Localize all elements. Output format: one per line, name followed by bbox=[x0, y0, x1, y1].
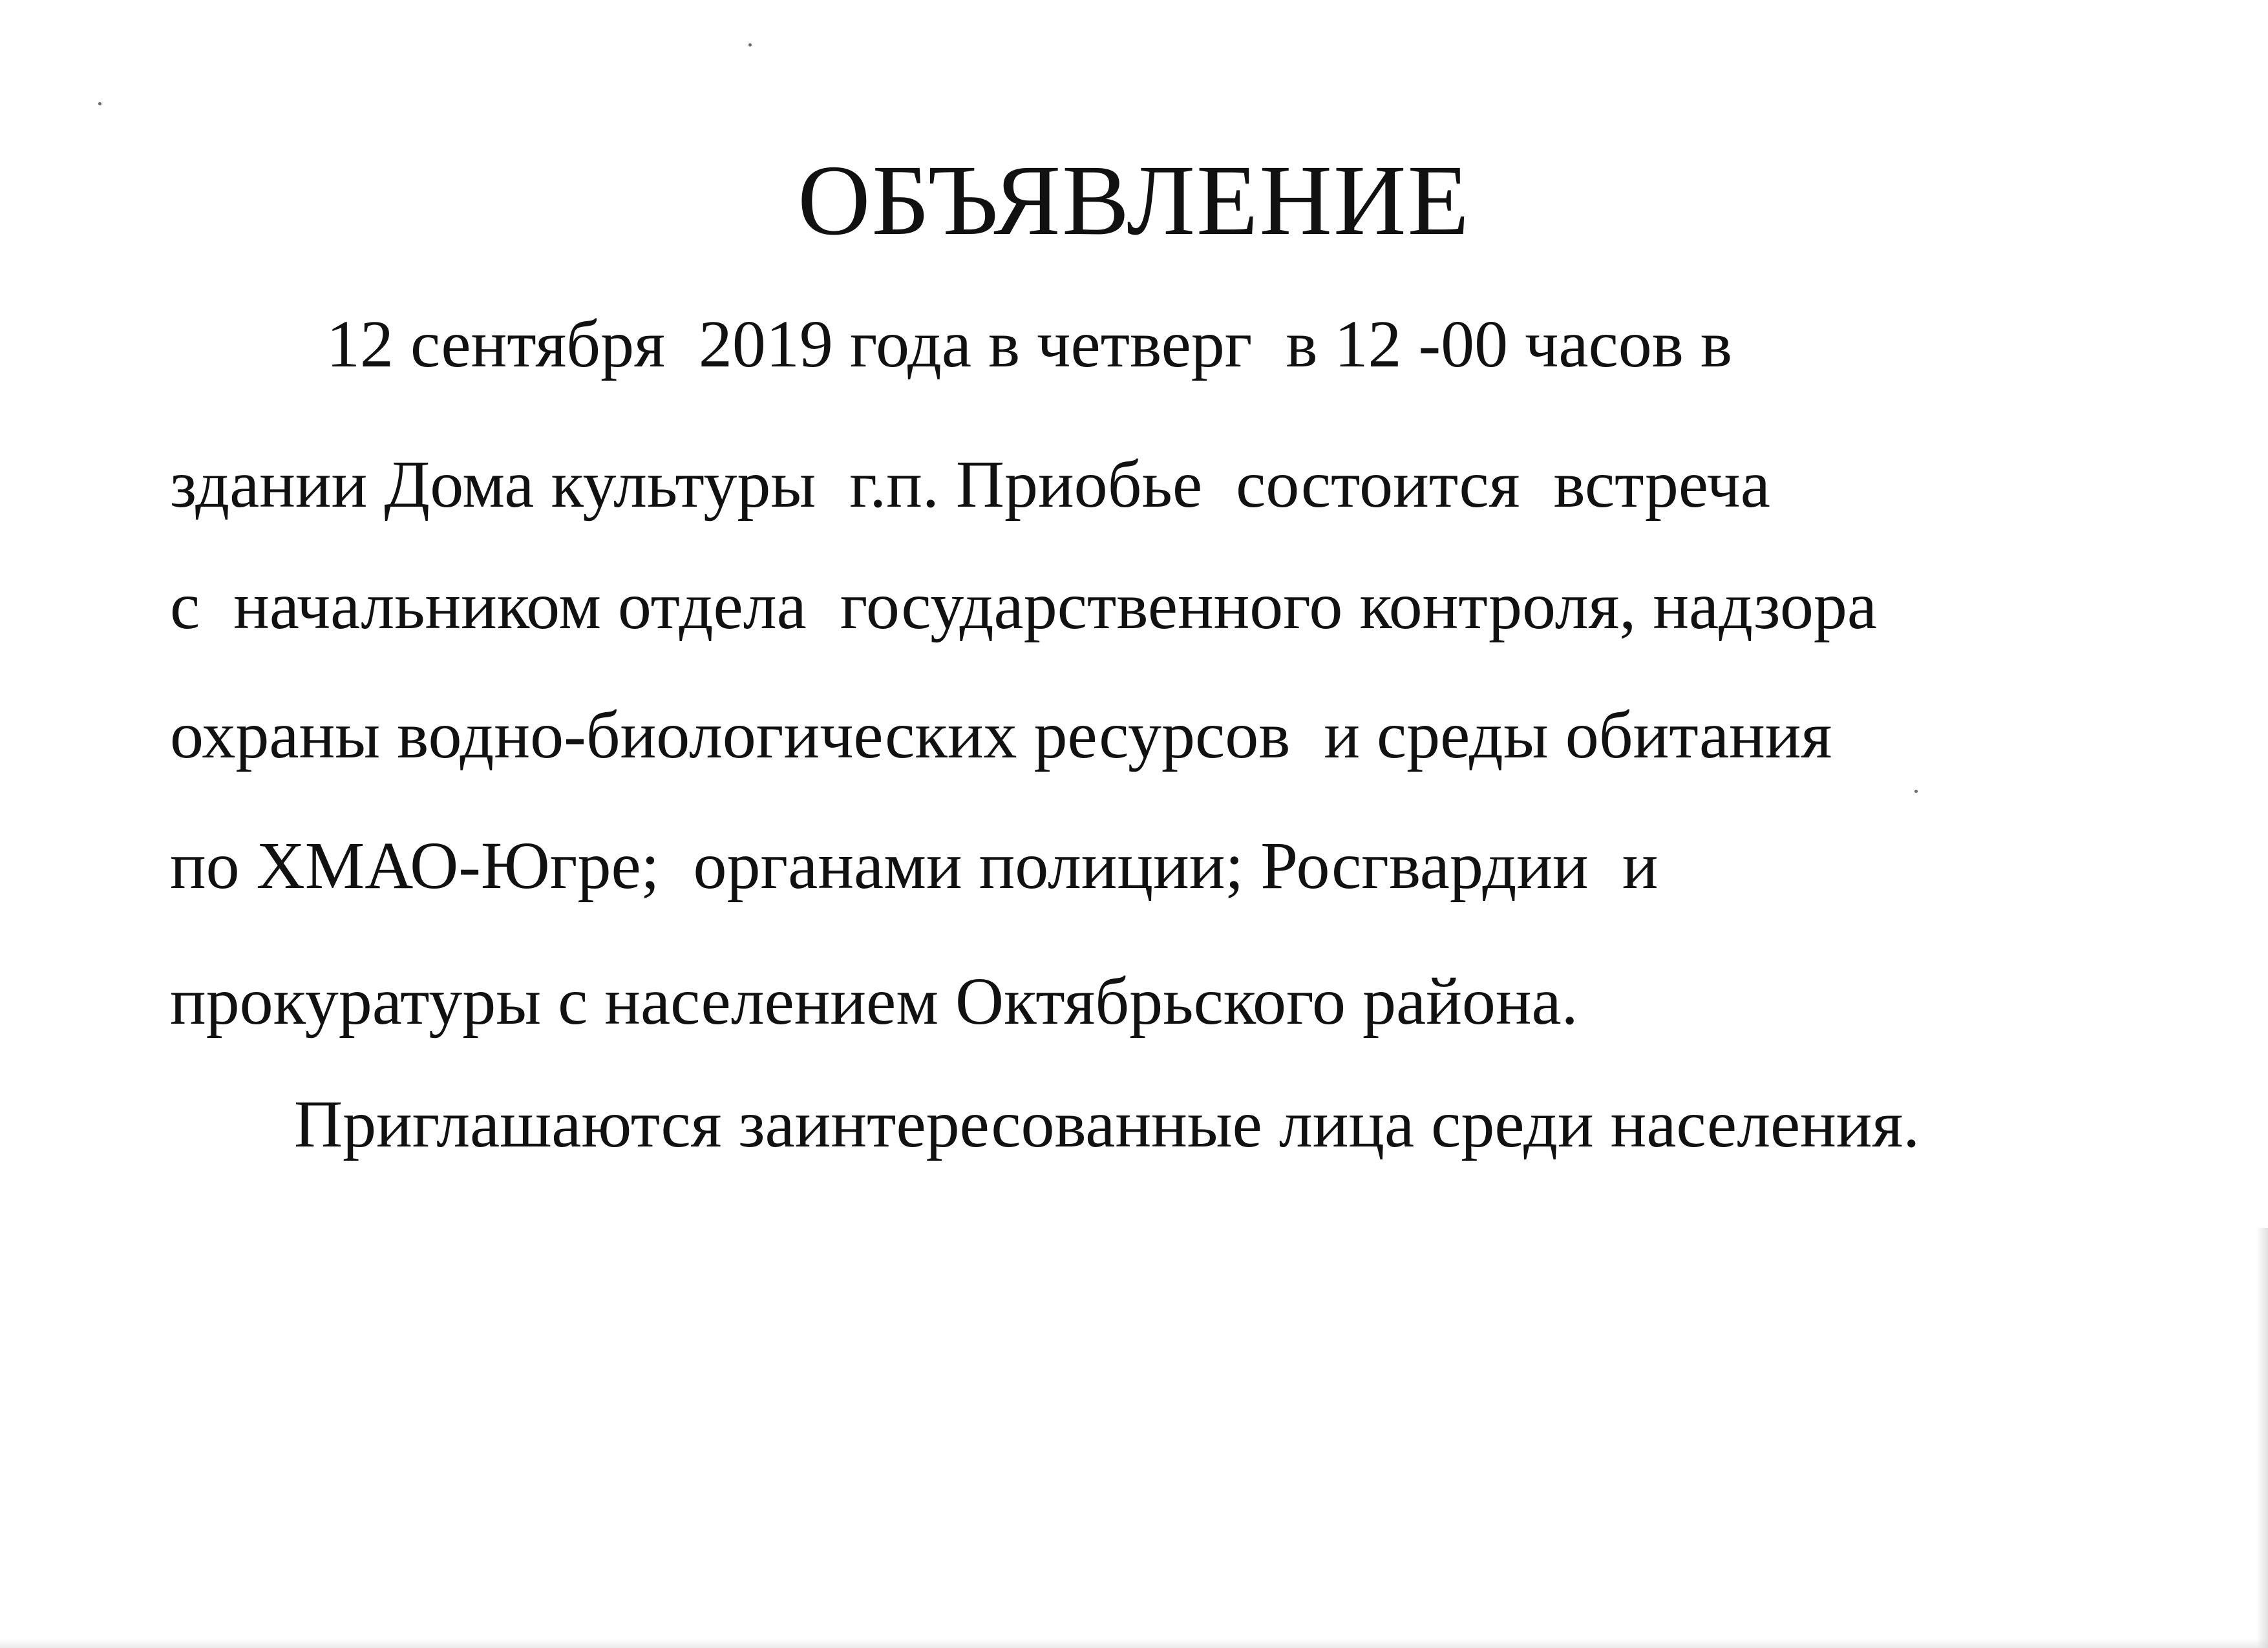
scan-edge-shadow bbox=[0, 1639, 2268, 1648]
announcement-line: 12 сентября 2019 года в четверг в 12 -00 часов в bbox=[326, 307, 1732, 381]
announcement-line: с начальником отдела государственного контроля, надзора bbox=[170, 569, 1877, 643]
announcement-line: по ХМАО-Югре; органами полиции; Росгвардии и bbox=[170, 829, 1659, 903]
invitation-line: Приглашаются заинтересованные лица среди населения. bbox=[294, 1087, 1920, 1161]
scan-speck bbox=[1914, 790, 1918, 793]
announcement-line: здании Дома культуры г.п. Приобье состоится встреча bbox=[170, 447, 1770, 522]
scan-edge-shadow bbox=[2256, 1228, 2268, 1648]
announcement-line: прокуратуры с населением Октябрьского района. bbox=[170, 964, 1578, 1039]
announcement-line: охраны водно-биологических ресурсов и среды обитания bbox=[170, 698, 1832, 772]
announcement-title: ОБЪЯВЛЕНИЕ bbox=[798, 144, 1470, 256]
scan-speck bbox=[98, 102, 101, 105]
scan-speck bbox=[748, 43, 752, 47]
